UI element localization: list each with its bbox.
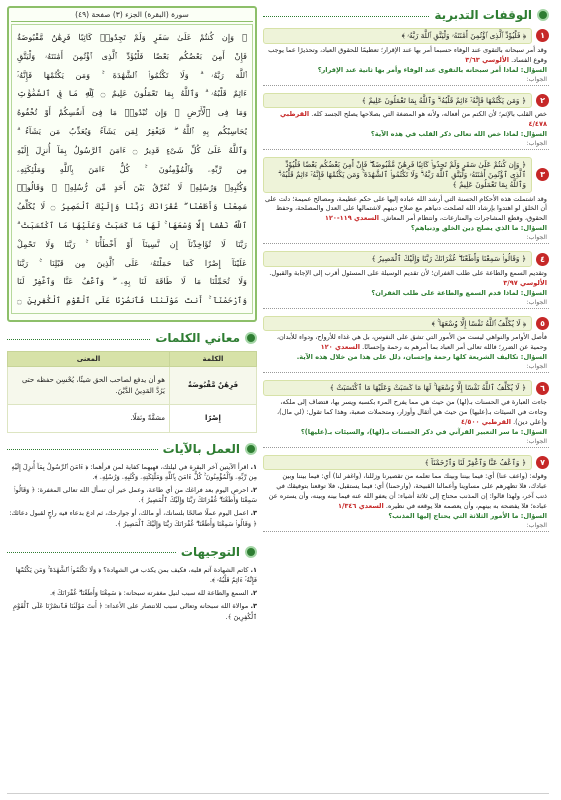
reflection-number-badge: ٥: [536, 317, 549, 330]
answer-line: الجواب:: [263, 363, 549, 373]
reflection-verse: ﴿ لَا يُكَلِّفُ ٱللَّهُ نَفْسًا إِلَّا وُسْعَهَا ۚ ﴾: [263, 316, 532, 332]
reflection-question: السؤال: تكاليف الشريعة كلها رحمة وإحسان، دلل على هذا من خلال هذه الآية.: [296, 353, 547, 362]
quran-line: عَلَيْنَآ إِصْرًا كَمَا حَمَلْتَهُۥ عَلَى ٱلَّذِينَ مِن قَبْلِنَا ۚ رَبَّنَا: [17, 257, 247, 268]
reflection-question: السؤال: لماذا أمر سبحانه بالتقوى عند الوفاء وأمر بها ثانية عند الإقرار؟: [317, 65, 547, 74]
table-row: [8, 367, 257, 405]
mushaf-text: [11, 24, 253, 314]
mushaf-page-header: سورة (البقرة) الجزء (٣) صفحة (٤٩): [11, 10, 253, 22]
page-bottom-rule: [7, 793, 549, 794]
meaning-cell: هو أن يدفع لصاحب الحق شيئًا، يُحْسِن حفظه حتى يَرُدَّ المَدِينُ الدَّيْنَ.: [8, 367, 170, 405]
answer-line: الجواب:: [263, 76, 549, 86]
reflection-item: [263, 251, 549, 309]
reflection-number-badge: ٤: [536, 253, 549, 266]
section-rule: [7, 339, 150, 340]
section-rule: [7, 552, 176, 553]
reflections-title: الوقفات التدبرية: [434, 8, 532, 22]
column-header-word: الكلمة: [170, 352, 257, 367]
reflection-question: السؤال: ما سر التعبير القرآني في ذكر الحسنات بـ(لها)، والسيئات بـ(عليها)؟: [300, 427, 547, 436]
section-bullet-icon: [537, 9, 549, 21]
list-item: ٢. احرص اليوم بعد فراغك من أي طاعة، وعمل خير أن تسأل الله تعالى المغفرة: ﴿ وَقَالُوا۟ سَمِعْنَا وَأَطَعْنَا ۖ غُفْرَانَكَ رَبَّنَا وَإِلَيْكَ ٱلْمَصِيرُ ﴾.: [14, 485, 257, 505]
reflection-source: الألوسي ٣/٩٧: [503, 278, 547, 287]
action-title: العمل بالآيات: [162, 441, 240, 456]
reflection-source: القرطبي ٤/٤٧٨: [279, 110, 547, 129]
reflection-question: السؤال: لماذا خص الله تعالى ذكر القلب في هذه الآية؟: [370, 130, 547, 139]
quran-line: ۞ وَإِن كُنتُمْ عَلَىٰ سَفَرٍ وَلَمْ تَجِدُوا۟ كَاتِبًا فَرِهَٰنٌ مَّقْبُوضَةٌ: [17, 32, 247, 42]
reflection-question: السؤال: لماذا قدم السمع والطاعة على طلب الغفران؟: [371, 288, 547, 297]
word-cell: فَرِهَٰنٌ مَّقْبُوضَةٌ: [170, 367, 257, 405]
list-item: ٣. موالاة الله سبحانه وتعالى سبب للانتصار على الأعداء: ﴿ أَنتَ مَوْلَىٰنَا فَٱنصُرْنَا عَلَى ٱلْقَوْمِ ٱلْكَٰفِرِينَ ﴾.: [12, 602, 257, 621]
word-meanings-table: [7, 351, 257, 433]
meaning-cell: مشقَّةً وثقلًا.: [8, 405, 170, 433]
quran-line: يُحَاسِبْكُم بِهِ ٱللَّهُ ۖ فَيَغْفِرُ لِمَن يَشَآءُ وَيُعَذِّبُ مَن يَشَآءُ ۗ: [17, 125, 247, 136]
quran-line: ءَاثِمٌ قَلْبُهُۥ ۗ وَٱللَّهُ بِمَا تَعْمَلُونَ عَلِيمٌ ۝ لِّلَّهِ مَا فِى ٱلسَّمَٰوَٰتِ: [17, 88, 247, 99]
reflection-number-badge: ٢: [536, 94, 549, 107]
word-cell: إِصْرًا: [170, 405, 257, 433]
reflection-verse: ﴿ وَٱعْفُ عَنَّا وَٱغْفِرْ لَنَا وَٱرْحَمْنَآ ﴾: [263, 455, 532, 471]
left-column: [7, 6, 257, 622]
section-rule: [7, 449, 158, 450]
answer-line: الجواب:: [263, 438, 549, 448]
quran-line: ٱللَّهَ رَبَّهُۥ ۗ وَلَا تَكْتُمُوا۟ ٱلشَّهَٰدَةَ ۚ وَمَن يَكْتُمْهَا فَإِنَّهُۥٓ: [17, 69, 247, 80]
word-meanings-header: [7, 329, 257, 347]
quran-line: فَإِنْ أَمِنَ بَعْضُكُم بَعْضًا فَلْيُؤَدِّ ٱلَّذِى ٱؤْتُمِنَ أَمَٰنَتَهُۥ وَلْيَتَّقِ: [17, 50, 247, 61]
reflection-item: [263, 157, 549, 244]
reflection-text: فأصل الأوامر والنواهي ليست من الأمور التي تشق على النفوس، بل هي غذاء للأرواح، ودواء للأبدان، وحمية عن الضرر؛ فالله تعالى أمر العباد بما أمرهم به رحمة وإحسانًا. السعدي ١٢٠: [276, 333, 547, 352]
reflection-text: خص القلب بالإثم؛ لأن الكتم من أفعاله، ولأنه هو المضغة التي بصلاحها يصلح الجسد كله. القرطبي ٤/٤٧٨: [279, 110, 547, 129]
list-item: ١. كاتم الشهادة آثم قلبه، فكيف بمن يكذب في الشهادة؟ ﴿ وَلَا تَكْتُمُوا۟ ٱلشَّهَٰدَةَ ۚ وَمَن يَكْتُمْهَا فَإِنَّهُۥٓ ءَاثِمٌ قَلْبُهُۥ ﴾.: [15, 565, 257, 585]
reflection-item: [263, 28, 549, 86]
reflection-item: [263, 455, 549, 532]
reflection-source: القرطبي ٤/٥٠٠: [460, 417, 511, 426]
section-bullet-icon: [245, 546, 257, 558]
action-section: [7, 440, 257, 529]
reflection-source: السعدي ١/٣٤٦: [337, 502, 384, 511]
reflection-number-badge: ٦: [536, 382, 549, 395]
section-rule: [263, 16, 429, 17]
column-header-meaning: المعنى: [8, 352, 170, 367]
quran-line: وَلَا تُحَمِّلْنَا مَا لَا طَاقَةَ لَنَا بِهِۦ ۖ وَٱعْفُ عَنَّا وَٱغْفِرْ لَنَا: [17, 276, 247, 287]
reflection-verse: ﴿ فَلْيُؤَدِّ ٱلَّذِى ٱؤْتُمِنَ أَمَٰنَتَهُۥ وَلْيَتَّقِ ٱللَّهَ رَبَّهُۥ ﴾: [263, 28, 532, 44]
quran-line: ٱللَّهُ نَفْسًا إِلَّا وُسْعَهَا ۚ لَهَا مَا كَسَبَتْ وَعَلَيْهَا مَا ٱكْتَسَبَتْ ۗ: [17, 219, 247, 230]
reflection-item: [263, 380, 549, 447]
reflection-question: السؤال: ما الذي يصلح دين الخلق ودنياهم؟: [410, 224, 547, 233]
reflection-number-badge: ٣: [536, 168, 549, 181]
reflection-item: [263, 93, 549, 151]
reflection-question: السؤال: ما الأمور الثلاثة التي يحتاج إليها المذنب؟: [388, 511, 547, 520]
reflection-source: الألوسي ٣/٦٣: [465, 55, 510, 64]
answer-line: الجواب:: [263, 140, 549, 150]
reflection-text: جاءت العبارة في الحسنات بـ(لها) من حيث هي مما يفرح المرء بكسبه ويسر بها، فتضاف إلى ملكه، وجاءت في السيئات بـ(عليها) من حيث هي أثقال وأوزار، ومتحملات صعبة، وهذا كما تقول: (لي مال)، و(علي دين). القرطبي ٤/٥٠٠: [276, 398, 547, 426]
reflection-verse: ﴿ وَمَن يَكْتُمْهَا فَإِنَّهُۥٓ ءَاثِمٌ قَلْبُهُۥ ۗ وَٱللَّهُ بِمَا تَعْمَلُونَ عَلِيمٌ ﴾: [263, 93, 532, 109]
quran-line: وَكُتُبِهِۦ وَرُسُلِهِۦ لَا نُفَرِّقُ بَيْنَ أَحَدٍ مِّن رُّسُلِهِۦ ۚ وَقَالُوا۟: [17, 182, 247, 193]
list-item: ٣. اعمل اليوم عملًا صالحًا بلسانك، أو مالك، أو جوارحك، ثم ادع بدعاء فيه راجٍ لقبول دعائك: ﴿ وَقَالُوا۟ سَمِعْنَا وَأَطَعْنَا ۖ غُفْرَانَكَ رَبَّنَا وَإِلَيْكَ ٱلْمَصِيرُ ﴾.: [9, 509, 257, 528]
action-header: [7, 440, 257, 458]
reflection-source: السعدي ١٢٠: [320, 343, 360, 352]
mushaf-page-frame: [7, 6, 257, 322]
word-meanings-title: معاني الكلمات: [155, 331, 240, 345]
reflections-header: [263, 6, 549, 24]
section-bullet-icon: [245, 443, 257, 455]
table-row: [8, 405, 257, 433]
quran-line: وَمَا فِى ٱلْأَرْضِ ۗ وَإِن تُبْدُوا۟ مَا فِىٓ أَنفُسِكُمْ أَوْ تُخْفُوهُ: [17, 107, 247, 118]
reflection-text: وقد أمر سبحانه بالتقوى عند الوفاء حسبما أمر بها عند الإقرار؛ تعظيمًا للحقوق العباد، وتحذيرًا عما يوجب وقوع الفساد. الألوسي ٣/٦٣: [268, 45, 547, 64]
guidance-section: [7, 543, 257, 622]
answer-line: الجواب:: [263, 234, 549, 244]
guidance-title: التوجيهات: [180, 544, 240, 559]
quran-line: رَبَّنَا لَا تُؤَاخِذْنَآ إِن نَّسِينَآ أَوْ أَخْطَأْنَا ۚ رَبَّنَا وَلَا تَحْمِلْ: [17, 238, 247, 249]
reflections-section: [263, 6, 549, 539]
quran-line: سَمِعْنَا وَأَطَعْنَا ۖ غُفْرَانَكَ رَبَّنَا وَإِلَيْكَ ٱلْمَصِيرُ ۝ لَا يُكَلِّفُ: [17, 201, 247, 212]
reflection-text: وقوله: (واعف عنا) أي: فيما بيننا وبينك مما تعلمه من تقصيرنا وزللنا، (واغفر لنا) أي: فيما بيننا وبين عبادك، فلا تظهرهم على مساوينا وأعمالنا القبيحة، (وارحمنا) أي: فيما يستقبل، فلا توقعنا بتوفيقك في ذنب آخر، ولهذا قالوا: إن المذنب محتاج إلى ثلاثة أشياء: أن يعفو الله عنه فيما بينه وبينه، وأن يستره عن عباده؛ فلا يفضحه به بينهم، وأن يعصمه فلا يوقعه في نظيره. السعدي ١/٣٤٦: [268, 472, 547, 511]
answer-line: الجواب:: [263, 299, 549, 309]
quran-line: وَٱللَّهُ عَلَىٰ كُلِّ شَىْءٍ قَدِيرٌ ۝ ءَامَنَ ٱلرَّسُولُ بِمَآ أُنزِلَ إِلَيْهِ: [17, 144, 247, 155]
word-meanings-section: [7, 329, 257, 433]
section-bullet-icon: [245, 332, 257, 344]
guidance-header: [7, 543, 257, 561]
reflection-number-badge: ٧: [536, 456, 549, 469]
reflection-source: السعدي ١١٩-١٢٠: [324, 214, 380, 223]
quran-line: وَٱرْحَمْنَآ ۚ أَنتَ مَوْلَىٰنَا فَٱنصُرْنَا عَلَى ٱلْقَوْمِ ٱلْكَٰفِرِينَ ۝: [17, 295, 247, 306]
reflection-verse: ﴿ وَقَالُوا۟ سَمِعْنَا وَأَطَعْنَا ۖ غُفْرَانَكَ رَبَّنَا وَإِلَيْكَ ٱلْمَصِيرُ ﴾: [263, 251, 532, 267]
reflection-text: وتقديم السمع والطاعة على طلب الغفران؛ لأن تقديم الوسيلة على المسئول أقرب إلى الإجابة والقبول. الألوسي ٣/٩٧: [269, 268, 547, 287]
reflection-verse: ﴿ لَا يُكَلِّفُ ٱللَّهُ نَفْسًا إِلَّا وُسْعَهَا ۚ لَهَا مَا كَسَبَتْ وَعَلَيْهَا مَا ٱكْتَسَبَتْ ﴾: [263, 380, 532, 396]
list-item: ١. اقرأ الآيتين آخر البقرة في ليلتك، فهيهما كفاية لمن قرأهما: ﴿ ءَامَنَ ٱلرَّسُولُ بِمَآ أُنزِلَ إِلَيْهِ مِن رَّبِّهِۦ وَٱلْمُؤْمِنُونَ ۚ كُلٌّ ءَامَنَ بِٱللَّهِ وَمَلَٰٓئِكَتِهِۦ وَكُتُبِهِۦ وَرُسُلِهِۦ ﴾.: [11, 462, 257, 481]
reflection-number-badge: ١: [536, 29, 549, 42]
reflection-item: [263, 316, 549, 374]
reflection-text: وقد اشتملت هذه الأحكام الحسنة التي أرشد الله عباده إليها على حكم عظيمة، ومصالح عميمة؛ دلت على أن الخلق لو اهتدوا بإرشاد الله لصلحت دنياهم مع صلاح دينهم لاشتمالها على العدل والمصلحة، وحفظ الحقوق، وقطع المشاجرات والمنازعات، وانتظام أمر المعاش. السعدي ١١٩-١٢٠: [265, 194, 547, 223]
list-item: ٢. السمع والطاعة لله سبب لنيل مغفرته سبحانه: ﴿ سَمِعْنَا وَأَطَعْنَا ۖ غُفْرَانَكَ ﴾.: [50, 589, 257, 598]
answer-line: الجواب:: [263, 522, 549, 532]
quran-line: مِن رَّبِّهِۦ وَٱلْمُؤْمِنُونَ ۚ كُلٌّ ءَامَنَ بِٱللَّهِ وَمَلَٰٓئِكَتِهِۦ: [17, 163, 247, 174]
reflection-verse: ﴿ وَإِن كُنتُمْ عَلَىٰ سَفَرٍ وَلَمْ تَجِدُوا۟ كَاتِبًا فَرِهَٰنٌ مَّقْبُوضَةٌ ۖ فَإِنْ أَمِنَ بَعْضُكُم بَعْضًا فَلْيُؤَدِّ ٱلَّذِى ٱؤْتُمِنَ أَمَٰنَتَهُۥ وَلْيَتَّقِ ٱللَّهَ رَبَّهُۥ ۗ وَلَا تَكْتُمُوا۟ ٱلشَّهَٰدَةَ ۚ وَمَن يَكْتُمْهَا فَإِنَّهُۥٓ ءَاثِمٌ قَلْبُهُۥ ۗ وَٱللَّهُ بِمَا تَعْمَلُونَ عَلِيمٌ ﴾: [263, 157, 532, 193]
